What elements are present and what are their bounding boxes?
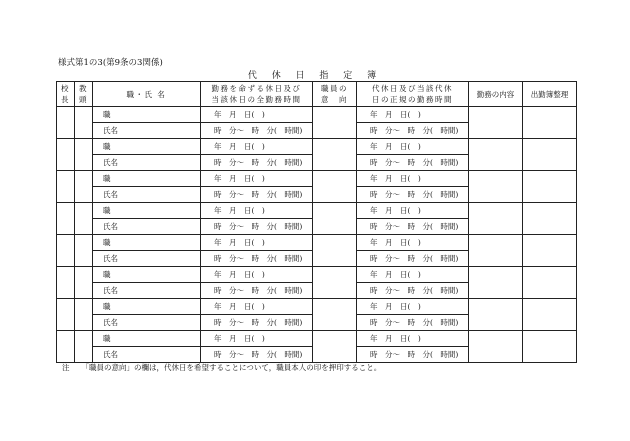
substitute-holiday-date[interactable]: 年 月 日( ) bbox=[357, 107, 469, 123]
position-label[interactable]: 職 bbox=[93, 331, 201, 347]
position-label[interactable]: 職 bbox=[93, 267, 201, 283]
substitute-holiday-date[interactable]: 年 月 日( ) bbox=[357, 235, 469, 251]
header-attendance-book: 出勤簿整理 bbox=[523, 82, 577, 107]
duty-content-cell[interactable] bbox=[469, 235, 523, 267]
ordered-holiday-date[interactable]: 年 月 日( ) bbox=[201, 331, 313, 347]
duty-content-cell[interactable] bbox=[469, 107, 523, 139]
ordered-holiday-date[interactable]: 年 月 日( ) bbox=[201, 139, 313, 155]
position-label[interactable]: 職 bbox=[93, 139, 201, 155]
principal-seal-cell[interactable] bbox=[57, 299, 75, 331]
footnote-text: 「職員の意向」の欄は，代休日を希望することについて，職員本人の印を押印すること。 bbox=[81, 363, 382, 372]
ordered-holiday-hours[interactable]: 時 分～ 時 分( 時間) bbox=[201, 155, 313, 171]
position-label[interactable]: 職 bbox=[93, 203, 201, 219]
position-label[interactable]: 職 bbox=[93, 171, 201, 187]
form-number: 様式第1の3(第9条の3関係) bbox=[58, 58, 163, 68]
ordered-holiday-date[interactable]: 年 月 日( ) bbox=[201, 267, 313, 283]
attendance-book-cell[interactable] bbox=[523, 299, 577, 331]
head-teacher-seal-cell[interactable] bbox=[75, 139, 93, 171]
entry-row-top bbox=[57, 235, 577, 251]
entry-row-top bbox=[57, 107, 577, 123]
substitute-holiday-hours[interactable]: 時 分～ 時 分( 時間) bbox=[357, 187, 469, 203]
attendance-book-cell[interactable] bbox=[523, 235, 577, 267]
ordered-holiday-date[interactable]: 年 月 日( ) bbox=[201, 299, 313, 315]
substitute-holiday-hours[interactable]: 時 分～ 時 分( 時間) bbox=[357, 123, 469, 139]
footnote bbox=[62, 362, 381, 373]
principal-seal-cell[interactable] bbox=[57, 203, 75, 235]
substitute-holiday-date[interactable]: 年 月 日( ) bbox=[357, 171, 469, 187]
ordered-holiday-hours[interactable]: 時 分～ 時 分( 時間) bbox=[201, 315, 313, 331]
name-label[interactable]: 氏名 bbox=[93, 315, 201, 331]
ordered-holiday-hours[interactable]: 時 分～ 時 分( 時間) bbox=[201, 219, 313, 235]
principal-seal-cell[interactable] bbox=[57, 331, 75, 363]
name-label[interactable]: 氏名 bbox=[93, 187, 201, 203]
substitute-holiday-hours[interactable]: 時 分～ 時 分( 時間) bbox=[357, 283, 469, 299]
head-teacher-seal-cell[interactable] bbox=[75, 235, 93, 267]
staff-intent-seal-cell[interactable] bbox=[313, 139, 357, 171]
header-head-teacher: 教 頭 bbox=[75, 82, 93, 107]
ordered-holiday-hours[interactable]: 時 分～ 時 分( 時間) bbox=[201, 123, 313, 139]
ordered-holiday-hours[interactable]: 時 分～ 時 分( 時間) bbox=[201, 251, 313, 267]
header-duty-content: 勤務の内容 bbox=[469, 82, 523, 107]
substitute-holiday-date[interactable]: 年 月 日( ) bbox=[357, 299, 469, 315]
entry-row-top bbox=[57, 267, 577, 283]
staff-intent-seal-cell[interactable] bbox=[313, 267, 357, 299]
head-teacher-seal-cell[interactable] bbox=[75, 331, 93, 363]
principal-seal-cell[interactable] bbox=[57, 171, 75, 203]
staff-intent-seal-cell[interactable] bbox=[313, 235, 357, 267]
duty-content-cell[interactable] bbox=[469, 299, 523, 331]
staff-intent-seal-cell[interactable] bbox=[313, 299, 357, 331]
header-row bbox=[57, 82, 577, 107]
ordered-holiday-date[interactable]: 年 月 日( ) bbox=[201, 235, 313, 251]
footnote-mark: 注 bbox=[62, 363, 70, 372]
position-label[interactable]: 職 bbox=[93, 107, 201, 123]
entry-row-top bbox=[57, 203, 577, 219]
position-label[interactable]: 職 bbox=[93, 235, 201, 251]
staff-intent-seal-cell[interactable] bbox=[313, 107, 357, 139]
document-title: 代 休 日 指 定 簿 bbox=[247, 71, 383, 81]
attendance-book-cell[interactable] bbox=[523, 331, 577, 363]
principal-seal-cell[interactable] bbox=[57, 235, 75, 267]
duty-content-cell[interactable] bbox=[469, 267, 523, 299]
ordered-holiday-date[interactable]: 年 月 日( ) bbox=[201, 107, 313, 123]
substitute-holiday-date[interactable]: 年 月 日( ) bbox=[357, 331, 469, 347]
substitute-holiday-date[interactable]: 年 月 日( ) bbox=[357, 203, 469, 219]
entry-row-top bbox=[57, 139, 577, 155]
name-label[interactable]: 氏名 bbox=[93, 155, 201, 171]
ordered-holiday-hours[interactable]: 時 分～ 時 分( 時間) bbox=[201, 283, 313, 299]
attendance-book-cell[interactable] bbox=[523, 171, 577, 203]
name-label[interactable]: 氏名 bbox=[93, 219, 201, 235]
ordered-holiday-date[interactable]: 年 月 日( ) bbox=[201, 203, 313, 219]
position-label[interactable]: 職 bbox=[93, 299, 201, 315]
ordered-holiday-date[interactable]: 年 月 日( ) bbox=[201, 171, 313, 187]
attendance-book-cell[interactable] bbox=[523, 267, 577, 299]
head-teacher-seal-cell[interactable] bbox=[75, 203, 93, 235]
head-teacher-seal-cell[interactable] bbox=[75, 171, 93, 203]
ordered-holiday-hours[interactable]: 時 分～ 時 分( 時間) bbox=[201, 347, 313, 363]
attendance-book-cell[interactable] bbox=[523, 203, 577, 235]
entry-row-top bbox=[57, 299, 577, 315]
header-ordered-holiday: 勤務を命ずる休日及び 当該休日の全勤務時間 bbox=[201, 82, 313, 107]
staff-intent-seal-cell[interactable] bbox=[313, 331, 357, 363]
name-label[interactable]: 氏名 bbox=[93, 251, 201, 267]
substitute-holiday-hours[interactable]: 時 分～ 時 分( 時間) bbox=[357, 251, 469, 267]
substitute-holiday-hours[interactable]: 時 分～ 時 分( 時間) bbox=[357, 155, 469, 171]
entry-row-top bbox=[57, 171, 577, 187]
register-body bbox=[57, 107, 577, 363]
substitute-holiday-hours[interactable]: 時 分～ 時 分( 時間) bbox=[357, 219, 469, 235]
name-label[interactable]: 氏名 bbox=[93, 283, 201, 299]
duty-content-cell[interactable] bbox=[469, 139, 523, 171]
principal-seal-cell[interactable] bbox=[57, 107, 75, 139]
duty-content-cell[interactable] bbox=[469, 171, 523, 203]
name-label[interactable]: 氏名 bbox=[93, 123, 201, 139]
staff-intent-seal-cell[interactable] bbox=[313, 171, 357, 203]
entry-row-top bbox=[57, 331, 577, 347]
head-teacher-seal-cell[interactable] bbox=[75, 267, 93, 299]
header-staff-intent: 職員の 意 向 bbox=[313, 82, 357, 107]
header-substitute-holiday: 代休日及び当該代休 日の正規の勤務時間 bbox=[357, 82, 469, 107]
header-principal: 校 長 bbox=[57, 82, 75, 107]
principal-seal-cell[interactable] bbox=[57, 139, 75, 171]
substitute-holiday-hours[interactable]: 時 分～ 時 分( 時間) bbox=[357, 347, 469, 363]
substitute-holiday-date[interactable]: 年 月 日( ) bbox=[357, 139, 469, 155]
head-teacher-seal-cell[interactable] bbox=[75, 299, 93, 331]
staff-intent-seal-cell[interactable] bbox=[313, 203, 357, 235]
substitute-holiday-register-table bbox=[56, 81, 577, 363]
attendance-book-cell[interactable] bbox=[523, 107, 577, 139]
duty-content-cell[interactable] bbox=[469, 331, 523, 363]
name-label[interactable]: 氏名 bbox=[93, 347, 201, 363]
duty-content-cell[interactable] bbox=[469, 203, 523, 235]
header-position-name: 職・氏 名 bbox=[93, 82, 201, 107]
ordered-holiday-hours[interactable]: 時 分～ 時 分( 時間) bbox=[201, 187, 313, 203]
head-teacher-seal-cell[interactable] bbox=[75, 107, 93, 139]
substitute-holiday-hours[interactable]: 時 分～ 時 分( 時間) bbox=[357, 315, 469, 331]
attendance-book-cell[interactable] bbox=[523, 139, 577, 171]
principal-seal-cell[interactable] bbox=[57, 267, 75, 299]
substitute-holiday-date[interactable]: 年 月 日( ) bbox=[357, 267, 469, 283]
